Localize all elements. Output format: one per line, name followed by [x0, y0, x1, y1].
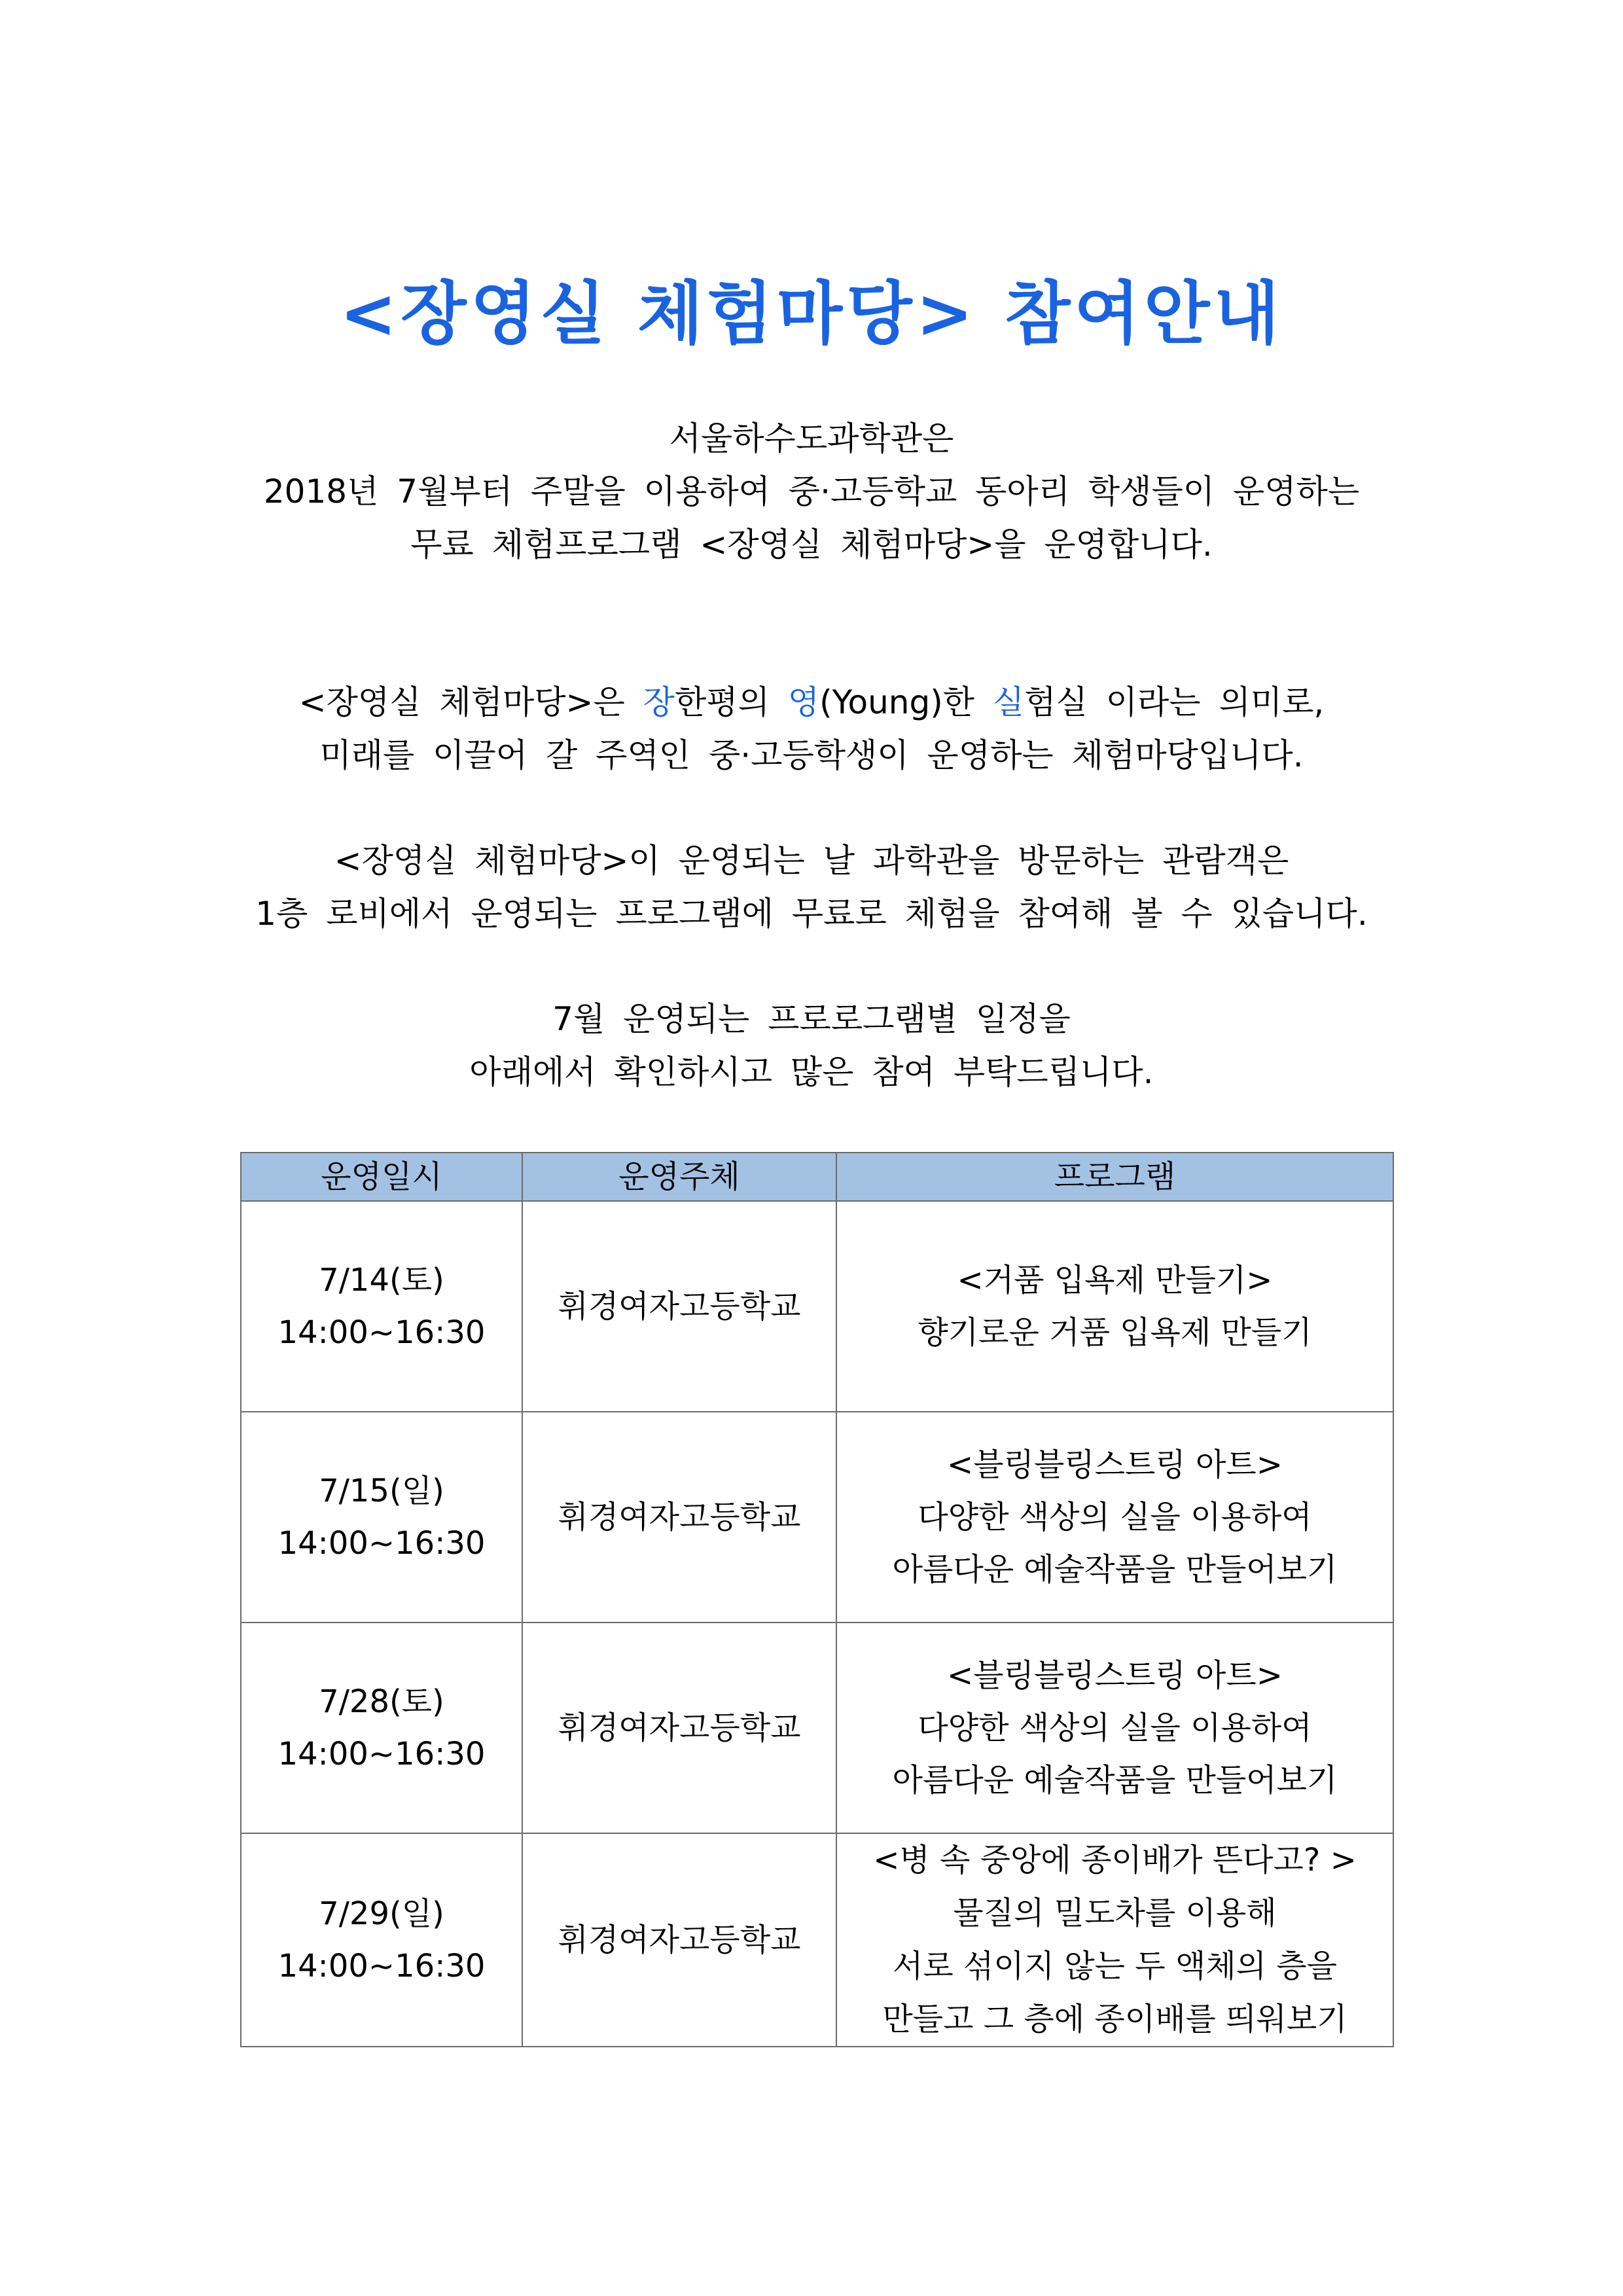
time-text: 14:00~16:30: [277, 1314, 486, 1351]
program-title: <블링블링스트링 아트>: [946, 1657, 1283, 1694]
header-program: 프로그램: [836, 1153, 1393, 1201]
date-text: 7/29(일): [319, 1895, 444, 1932]
program-title: <병 속 중앙에 종이배가 뜬다고? >: [873, 1842, 1357, 1878]
text-segment: (Young)한: [819, 683, 993, 721]
program-desc: 향기로운 거품 입욕제 만들기: [918, 1314, 1312, 1351]
intro-line: 미래를 이끌어 갈 주역인 중·고등학생이 운영하는 체험마당입니다.: [319, 736, 1304, 774]
document-title: <장영실 체험마당> 참여안내: [340, 274, 1283, 353]
host-cell: 휘경여자고등학교: [522, 1833, 836, 2047]
program-desc: 물질의 밀도차를 이용해: [953, 1895, 1277, 1931]
host-cell: 휘경여자고등학교: [522, 1623, 836, 1833]
text-segment: 한평의: [674, 683, 788, 721]
program-desc: 서로 섞이지 않는 두 액체의 층을: [892, 1948, 1338, 1984]
table-row: [241, 1623, 1393, 1833]
host-cell: 휘경여자고등학교: [522, 1412, 836, 1623]
date-text: 7/28(토): [319, 1683, 444, 1720]
date-cell: [241, 1412, 522, 1623]
host-cell: 휘경여자고등학교: [522, 1201, 836, 1412]
table-row: [241, 1412, 1393, 1623]
highlight-young: 영: [787, 683, 820, 721]
text-segment: 험실 이라는 의미로,: [1024, 683, 1325, 721]
program-cell: [836, 1201, 1393, 1412]
text-segment: <장영실 체험마당>은: [298, 683, 643, 721]
schedule-table: [240, 1152, 1394, 2047]
intro-line: 2018년 7월부터 주말을 이용하여 중·고등학교 동아리 학생들이 운영하는: [263, 473, 1360, 511]
table-header-row: [241, 1153, 1393, 1201]
program-title: <블링블링스트링 아트>: [946, 1446, 1283, 1483]
intro-line: 아래에서 확인하시고 많은 참여 부탁드립니다.: [469, 1053, 1154, 1091]
time-text: 14:00~16:30: [277, 1736, 486, 1772]
time-text: 14:00~16:30: [277, 1525, 486, 1562]
intro-line: <장영실 체험마당>이 운영되는 날 과학관을 방문하는 관람객은: [334, 842, 1289, 880]
program-title: <거품 입욕제 만들기>: [957, 1262, 1273, 1299]
header-host: 운영주체: [522, 1153, 836, 1201]
date-cell: [241, 1201, 522, 1412]
date-cell: [241, 1623, 522, 1833]
program-cell: [836, 1623, 1393, 1833]
date-text: 7/14(토): [319, 1262, 444, 1299]
program-desc: 아름다운 예술작품을 만들어보기: [892, 1551, 1338, 1588]
program-desc: 만들고 그 층에 종이배를 띄워보기: [882, 2001, 1347, 2037]
intro-paragraph-1: [0, 412, 1623, 571]
program-cell: [836, 1412, 1393, 1623]
date-text: 7/15(일): [319, 1473, 444, 1509]
intro-paragraph-4: [0, 993, 1623, 1099]
intro-line: 서울하수도과학관은: [669, 420, 954, 457]
program-desc: 다양한 색상의 실을 이용하여: [918, 1499, 1312, 1535]
time-text: 14:00~16:30: [277, 1948, 486, 1984]
highlight-sil: 실: [992, 683, 1025, 721]
intro-line: 7월 운영되는 프로로그램별 일정을: [552, 1000, 1071, 1038]
intro-line: 1층 로비에서 운영되는 프로그램에 무료로 체험을 참여해 볼 수 있습니다.: [255, 895, 1368, 933]
program-desc: 다양한 색상의 실을 이용하여: [918, 1710, 1312, 1746]
intro-paragraph-3: [0, 834, 1623, 941]
highlight-jang: 장: [643, 683, 675, 721]
program-desc: 아름다운 예술작품을 만들어보기: [892, 1762, 1338, 1799]
intro-line: 무료 체험프로그램 <장영실 체험마당>을 운영합니다.: [410, 526, 1213, 564]
table-row: [241, 1833, 1393, 2047]
table-row: [241, 1201, 1393, 1412]
header-date: 운영일시: [241, 1153, 522, 1201]
date-cell: [241, 1833, 522, 2047]
meaning-line: [0, 676, 1623, 729]
intro-paragraph-2: [0, 676, 1623, 782]
program-cell: [836, 1833, 1393, 2047]
